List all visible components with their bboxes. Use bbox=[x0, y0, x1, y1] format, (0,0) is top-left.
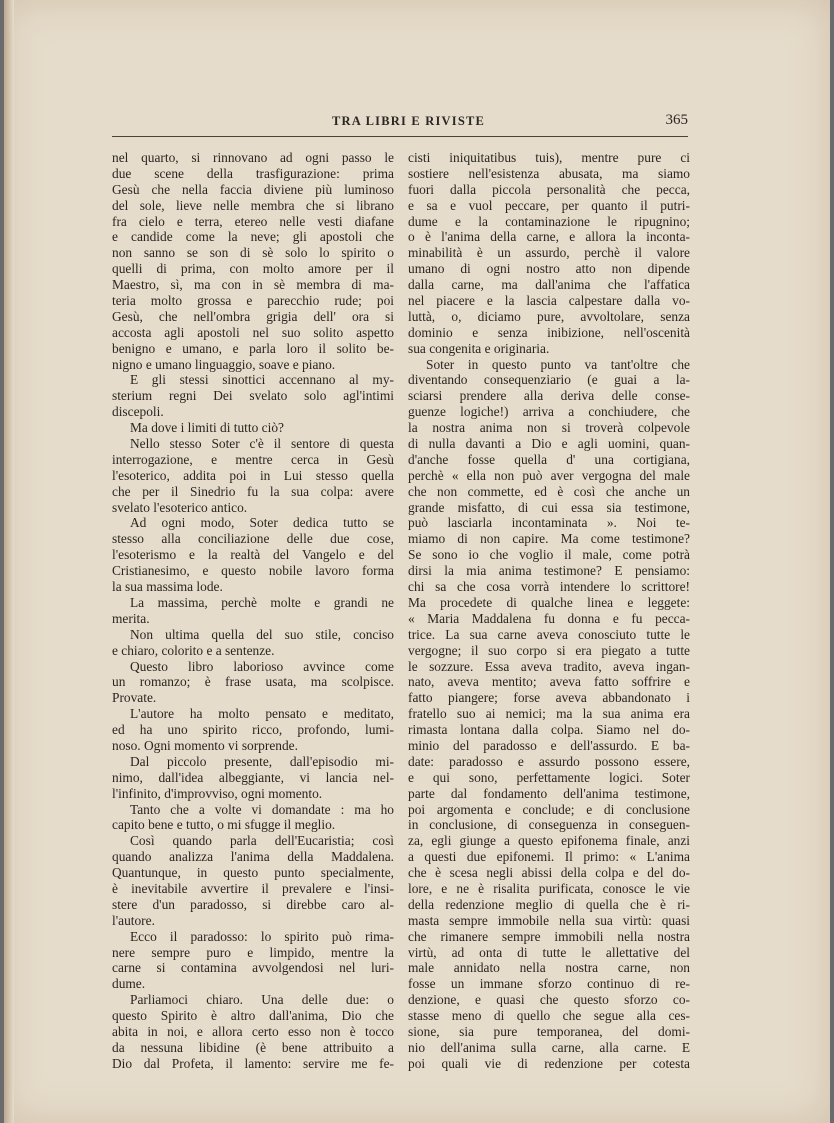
text-line: la nostra anima non si troverà colpevole bbox=[408, 420, 690, 436]
text-line: poi argomenta e conclude; e di conclusione bbox=[408, 801, 690, 817]
text-line: non sanno se son di sè solo lo spirito o bbox=[112, 245, 394, 261]
text-line: guenze logiche!) arriva a conchiudere, che bbox=[408, 404, 690, 420]
text-line: fra cielo e terra, etereo nelle vesti diafane bbox=[112, 213, 394, 229]
text-line: fratello suo ai nemici; ma la sua anima era bbox=[408, 706, 690, 722]
text-line: le sozzure. Essa aveva tradito, aveva ingan- bbox=[408, 658, 690, 674]
text-line: questo Spirito è altro dall'anima, Dio che bbox=[112, 1008, 394, 1024]
text-line: l'esoterico, addita poi in Lui stesso quella bbox=[112, 467, 394, 483]
text-line: interrogazione, e mentre cerca in Gesù bbox=[112, 451, 394, 467]
text-line: parte dal fondamento dell'anima testimone, bbox=[408, 785, 690, 801]
text-line: Tanto che a volte vi domandate : ma ho bbox=[130, 801, 394, 817]
text-line: Questo libro laborioso avvince come bbox=[130, 658, 394, 674]
text-line: Così quando parla dell'Eucaristia; così bbox=[130, 833, 394, 849]
text-line: l'infinito, d'improvviso, ogni momento. bbox=[112, 785, 323, 801]
text-line: male annidato nella nostra carne, non bbox=[408, 960, 690, 976]
text-line: lore, e ne è risalita purificata, conosce le vie bbox=[408, 880, 690, 896]
text-line: sterium regni Dei svelato solo agl'intimi bbox=[112, 388, 394, 404]
text-line: umano di ogni nostro atto non dipende bbox=[408, 261, 690, 277]
text-line: e chiaro, colorito e a sentenze. bbox=[112, 642, 275, 658]
text-line: diventando consequenziario (e guai a la- bbox=[408, 372, 690, 388]
text-line: e sa e vuol peccare, per quanto il putri- bbox=[408, 197, 690, 213]
text-line: nel quarto, si rinnovano ad ogni passo le bbox=[112, 150, 394, 165]
text-line: Ma procedete di qualche linea e leggete: bbox=[408, 594, 690, 610]
text-line: Nello stesso Soter c'è il sentore di questa bbox=[130, 436, 394, 452]
text-line: da nessuna libidine (è bene attribuito a bbox=[112, 1039, 394, 1055]
text-line: e qui sono, perfettamente logici. Soter bbox=[408, 769, 690, 785]
text-line: L'autore ha molto pensato e meditato, bbox=[130, 706, 394, 722]
text-line: dume. bbox=[112, 976, 146, 992]
text-line: dalla carne, ma dall'anima che l'affatica bbox=[408, 277, 690, 293]
text-line: za, egli giunge a questo epifonema finale, anzi bbox=[408, 833, 690, 849]
text-line: vergogne; il suo corpo si era piegato a tutte bbox=[408, 642, 690, 658]
text-line: E gli stessi sinottici accennano al my- bbox=[130, 372, 394, 388]
page-header bbox=[112, 114, 688, 137]
text-line: nato, aveva mentito; aveva fatto soffrire e bbox=[408, 674, 690, 690]
text-line: grande misfatto, di cui essa sia testimone, bbox=[408, 499, 690, 515]
text-line: virtù, ad onta di tutte le allettative del bbox=[408, 944, 690, 960]
text-line: sciarsi prendere alla deriva delle conse- bbox=[408, 388, 690, 404]
text-line: date: paradosso e assurdo possono essere, bbox=[408, 753, 690, 769]
text-line: chi sa che cosa vorrà intendere lo scrittore! bbox=[408, 579, 690, 595]
text-line: nel piacere e la lascia calpestare dalla vo- bbox=[408, 293, 690, 309]
text-line: e candide come la neve; gli apostoli che bbox=[112, 229, 394, 245]
text-line: è inevitabile avvertire il prevalere e l'insi- bbox=[112, 880, 394, 896]
text-line: che rimanere sempre immobili nella nostra bbox=[408, 928, 690, 944]
text-line: Parliamoci chiaro. Una delle due: o bbox=[130, 992, 394, 1008]
text-line: Cristianesimo, e questo nobile lavoro forma bbox=[112, 563, 394, 579]
text-line: fosse un immane sforzo continuo di re- bbox=[408, 976, 690, 992]
text-line: stere d'un paradosso, si direbbe caro al- bbox=[112, 896, 394, 912]
text-line: o è l'anima della carne, e allora la inconta- bbox=[408, 229, 690, 245]
text-line: dume e la contaminazione le ripugnino; bbox=[408, 213, 690, 229]
text-line: perchè « ella non può aver vergogna del male bbox=[408, 467, 690, 483]
text-line: del sole, lieve nelle membra che si librano bbox=[112, 197, 394, 213]
text-line: poi quali vie di redenzione per cotesta bbox=[408, 1055, 690, 1071]
running-title: TRA LIBRI E RIVISTE bbox=[332, 114, 486, 128]
text-line: miamo di non capire. Ma come testimone? bbox=[408, 531, 690, 547]
text-line: di nulla davanti a Dio e agli uomini, quan- bbox=[408, 436, 690, 452]
text-line: Se sono io che voglio il male, come potrà bbox=[408, 547, 690, 563]
left-text-column bbox=[112, 150, 394, 1072]
text-line: quando analizza l'anima della Maddalena. bbox=[112, 849, 394, 865]
text-line: carne si contamina avvolgendosi nel luri- bbox=[112, 960, 394, 976]
text-line: discepoli. bbox=[112, 404, 164, 420]
text-line: Dal piccolo presente, dall'episodio mi- bbox=[130, 753, 394, 769]
text-line: abita in noi, e allora certo esso non è tocco bbox=[112, 1023, 394, 1039]
text-line: minabilità è un assurdo, perchè il valore bbox=[408, 245, 690, 261]
text-line: due scene della trasfigurazione: prima bbox=[112, 165, 394, 181]
text-line: un romanzo; è frase usata, ma scolpisce. bbox=[112, 674, 394, 690]
text-line: quelli di prima, con molto amore per il bbox=[112, 261, 394, 277]
text-line: che per il Sinedrio fu la sua colpa: avere bbox=[112, 483, 394, 499]
text-line: cisti iniquitatibus tuis), mentre pure ci bbox=[408, 150, 690, 165]
text-line: denzione, e quasi che questo sforzo co- bbox=[408, 992, 690, 1008]
text-line: teria molto grossa e parecchio rude; poi bbox=[112, 293, 394, 309]
text-line: Gesù, che nell'ombra grigia dell' ora si bbox=[112, 308, 394, 324]
text-line: masta sempre immobile nella sua virtù: quasi bbox=[408, 912, 690, 928]
text-line: l'autore. bbox=[112, 912, 155, 928]
text-line: che non commette, ed è così che anche un bbox=[408, 483, 690, 499]
right-text-column bbox=[408, 150, 690, 1072]
text-line: Ecco il paradosso: lo spirito può rima- bbox=[130, 928, 394, 944]
text-line: nimo, dall'idea albeggiante, vi lancia nel- bbox=[112, 769, 394, 785]
text-line: accosta agli apostoli nel suo solito aspetto bbox=[112, 324, 394, 340]
text-line: La massima, perchè molte e grandi ne bbox=[130, 594, 394, 610]
text-line: d'anche fosse quella d' una cortigiana, bbox=[408, 451, 690, 467]
text-line: Provate. bbox=[112, 690, 157, 706]
text-line: della redenzione meglio di quella che è ri- bbox=[408, 896, 690, 912]
text-line: dirsi la mia anima testimone? E pensiamo: bbox=[408, 563, 690, 579]
text-line: sione, sia pure temporanea, del domi- bbox=[408, 1023, 690, 1039]
text-line: sua congenita e originaria. bbox=[408, 340, 550, 356]
text-line: fatto piangere; forse aveva abbandonato i bbox=[408, 690, 690, 706]
text-line: Ma dove i limiti di tutto ciò? bbox=[130, 420, 284, 436]
text-line: la sua massima lode. bbox=[112, 579, 223, 595]
page-edge bbox=[4, 0, 14, 1123]
text-line: noso. Ogni momento vi sorprende. bbox=[112, 737, 298, 753]
text-line: nere sempre puro e limpido, mentre la bbox=[112, 944, 394, 960]
text-line: ed ha uno spirito ricco, profondo, lumi- bbox=[112, 722, 394, 738]
text-line: Non ultima quella del suo stile, conciso bbox=[130, 626, 394, 642]
text-line: capito bene e tutto, o mi sfugge il meglio. bbox=[112, 817, 336, 833]
text-line: minio del paradosso e dell'assurdo. E ba- bbox=[408, 737, 690, 753]
text-line: Ad ogni modo, Soter dedica tutto se bbox=[130, 515, 394, 531]
book-page bbox=[4, 0, 830, 1123]
text-line: nio dell'anima sulla carne, alla carne. E bbox=[408, 1039, 690, 1055]
page-number: 365 bbox=[665, 112, 688, 128]
text-line: « Maria Maddalena fu donna e fu pecca- bbox=[408, 610, 690, 626]
text-line: svelato l'esoterico antico. bbox=[112, 499, 248, 515]
text-line: luttà, o, diciamo pure, avvoltolare, senza bbox=[408, 308, 690, 324]
text-line: Maestro, sì, ma con in sè membra di ma- bbox=[112, 277, 394, 293]
text-line: che è scesa negli abissi della colpa e del do- bbox=[408, 865, 690, 881]
text-line: nigno e umano linguaggio, soave e piano. bbox=[112, 356, 336, 372]
text-line: stesso alla conciliazione delle due cose, bbox=[112, 531, 394, 547]
text-line: in conclusione, di conseguenza in conseguen- bbox=[408, 817, 690, 833]
text-line: può lasciarla incontaminata ». Noi te- bbox=[408, 515, 690, 531]
text-line: Dio dal Profeta, il lamento: servire me fe- bbox=[112, 1055, 394, 1071]
text-line: stasse meno di quello che segue alla ces- bbox=[408, 1008, 690, 1024]
text-line: dominio e senza inibizione, nell'oscenità bbox=[408, 324, 690, 340]
text-line: Soter in questo punto va tant'oltre che bbox=[426, 356, 690, 372]
text-line: rimasta lontana dalla colpa. Siamo nel do- bbox=[408, 722, 690, 738]
text-line: a questi due epifonemi. Il primo: « L'anima bbox=[408, 849, 690, 865]
text-line: Gesù che nella faccia diviene più luminoso bbox=[112, 181, 394, 197]
text-line: trice. La sua carne aveva conosciuto tutte le bbox=[408, 626, 690, 642]
text-line: merita. bbox=[112, 610, 150, 626]
text-line: Quantunque, in questo punto specialmente, bbox=[112, 865, 394, 881]
text-line: fuori dalla piccola personalità che pecca, bbox=[408, 181, 690, 197]
text-line: benigno e umano, e parla loro il solito be- bbox=[112, 340, 394, 356]
text-line: sostiere nell'esistenza abusata, ma siamo bbox=[408, 165, 690, 181]
text-line: l'esoterismo e la realtà del Vangelo e del bbox=[112, 547, 394, 563]
